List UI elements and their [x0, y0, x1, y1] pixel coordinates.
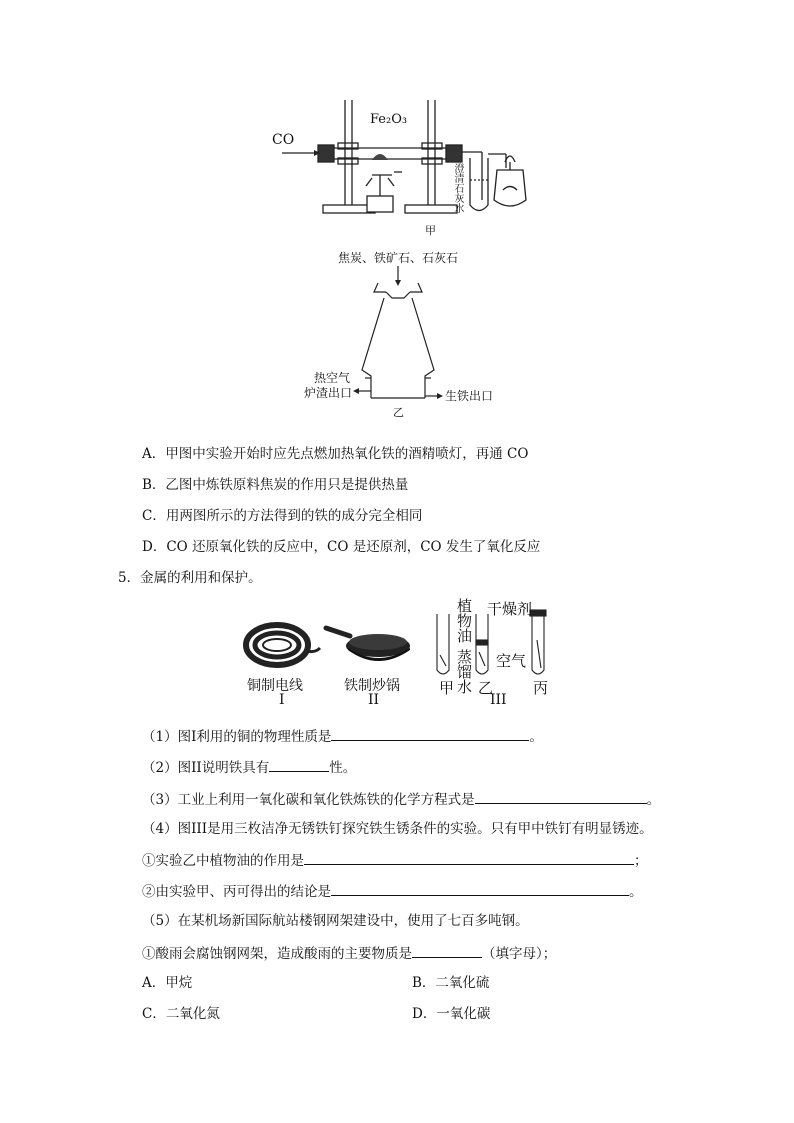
sub-question-4-2: ②由实验甲、丙可得出的结论是 。 [142, 881, 643, 901]
air-label: 空气 [496, 652, 527, 670]
answer-blank-3[interactable] [475, 789, 647, 804]
sub-question-5-1: ①酸雨会腐蚀钢网架，造成酸雨的主要物质是 （填字母）； [142, 943, 556, 963]
tube-yi-label: 乙 [478, 679, 494, 697]
option-5-b: B．二氧化硫 [412, 975, 490, 991]
answer-blank-5-1[interactable] [412, 943, 482, 958]
figure-1-caption: 铜制电线 [247, 678, 303, 694]
hot-air-label: 热空气 [314, 371, 351, 385]
sub-question-3: （3）工业上利用一氧化碳和氧化铁炼铁的化学方程式是 。 [142, 789, 660, 809]
sub-question-1: （1）图I利用的铜的物理性质是 。 [142, 726, 543, 746]
sub-question-4-1: ①实验乙中植物油的作用是 ； [142, 850, 648, 870]
sub-question-4: （4）图III是用三枚洁净无锈铁钉探究铁生锈条件的实验。只有甲中铁钉有明显锈迹。 [142, 821, 653, 837]
fe2o3-label: Fe₂O₃ [370, 112, 408, 127]
desiccant-label: 干燥剂 [487, 600, 533, 618]
option-5-d: D．一氧化碳 [412, 1006, 491, 1022]
figure-2-number: II [368, 692, 380, 708]
tube-jia-label: 甲 [439, 679, 455, 697]
question-5-title: 5．金属的利用和保护。 [118, 570, 262, 586]
figure-yi-caption: 乙 [393, 406, 404, 419]
answer-blank-2[interactable] [269, 757, 329, 772]
figure-2-caption: 铁制炒锅 [344, 678, 400, 694]
co-inlet-label: CO [272, 132, 295, 148]
raw-materials-label: 焦炭、铁矿石、石灰石 [338, 251, 459, 265]
pig-iron-outlet-label: 生铁出口 [445, 389, 494, 403]
figure-1-number: I [279, 692, 285, 708]
option-b: B．乙图中炼铁原料焦炭的作用只是提供热量 [142, 477, 409, 493]
option-5-c: C．二氧化氮 [142, 1006, 220, 1022]
option-a: A．甲图中实验开始时应先点燃加热氧化铁的酒精喷灯，再通 CO [142, 446, 529, 462]
limewater-label: 澄清石灰水 [452, 163, 463, 213]
sub-question-5: （5）在某机场新国际航站楼钢网架建设中，使用了七百多吨钢。 [142, 913, 529, 929]
figure-jia-caption: 甲 [425, 224, 436, 237]
answer-blank-4-2[interactable] [331, 881, 629, 896]
option-d: D．CO 还原氧化铁的反应中，CO 是还原剂，CO 发生了氧化反应 [142, 539, 541, 555]
figure-3-number: III [490, 692, 507, 708]
slag-outlet-label: 炉渣出口 [304, 386, 353, 400]
answer-blank-1[interactable] [331, 726, 529, 741]
plant-oil-label: 植物油 [455, 598, 473, 643]
sub-question-2: （2）图II说明铁具有 性。 [142, 757, 356, 777]
distilled-water-label: 蒸馏水 [455, 649, 473, 694]
option-5-a: A．甲烷 [142, 975, 193, 991]
answer-blank-4-1[interactable] [304, 850, 634, 865]
option-c: C．用两图所示的方法得到的铁的成分完全相同 [142, 508, 423, 524]
tube-bing-label: 丙 [533, 679, 549, 697]
